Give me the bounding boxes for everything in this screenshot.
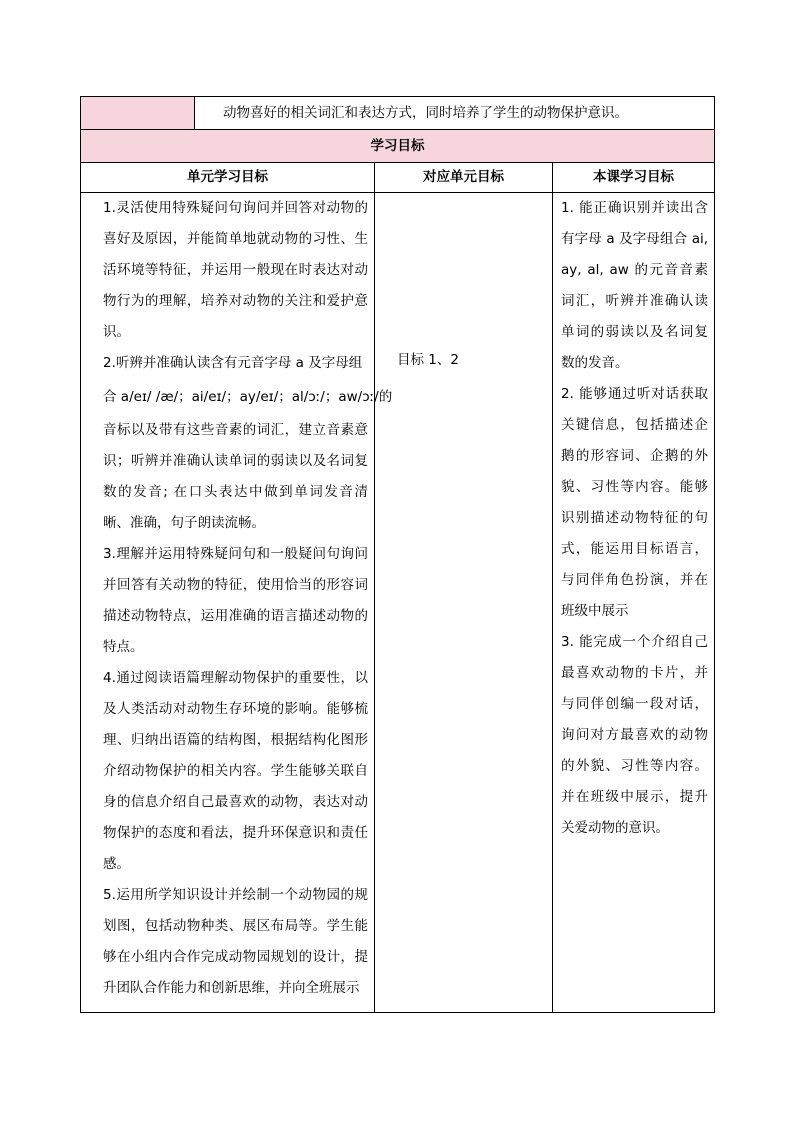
unit-goal-4: 4.通过阅读语篇理解动物保护的重要性，以及人类活动对动物生存环境的影响。能够梳理、归纳出语篇的结构图，根据结构化图形介绍动物保护的相关内容。学生能够关联自身的信息介绍自己最喜欢的动物，表达对动物保护的态度和看法，提升环保意识和责任感。 xyxy=(103,670,368,872)
unit-goal-2-line-1: 2.听辨并准确认读含有元音字母 a 及字母组 xyxy=(103,355,363,371)
intro-text: 动物喜好的相关词汇和表达方式，同时培养了学生的动物保护意识。 xyxy=(195,97,715,130)
lesson-goal-3: 3. 能完成一个介绍自己最喜欢动物的卡片，并与同伴创编一段对话，询问对方最喜欢的动物的外貌、习性等内容。并在班级中展示，提升关爱动物的意识。 xyxy=(561,634,709,836)
unit-goal-2-rest: 音标以及带有这些音素的词汇，建立音素意识；听辨并准确认读单词的弱读以及名词复数的发音; 在口头表达中做到单词发音清晰、准确，句子朗读流畅。 xyxy=(103,422,368,531)
corresponding-goal-text: 目标 1、2 xyxy=(397,352,459,368)
column-header-corresponding: 对应单元目标 xyxy=(375,163,553,193)
unit-goals-cell xyxy=(81,193,393,1013)
unit-goal-1: 1.灵活使用特殊疑问句询问并回答对动物的喜好及原因，并能简单地就动物的习性、生活环境等特征，并运用一般现在时表达对动物行为的理解，培养对动物的关注和爱护意识。 xyxy=(103,200,368,340)
intro-label-cell xyxy=(81,97,195,130)
lesson-goals-cell xyxy=(553,193,715,1013)
unit-goal-5: 5.运用所学知识设计并绘制一个动物园的规划图，包括动物种类、展区布局等。学生能够在小组内合作完成动物园规划的设计，提升团队合作能力和创新思维，并向全班展示 xyxy=(103,887,368,996)
unit-goal-3: 3.理解并运用特殊疑问句和一般疑问句询问并回答有关动物的特征，使用恰当的形容词描述动物特点，运用准确的语言描述动物的特点。 xyxy=(103,546,368,655)
column-header-unit: 单元学习目标 xyxy=(81,163,375,193)
corresponding-goal-cell xyxy=(375,193,553,1013)
section-header-row xyxy=(81,130,715,163)
learning-goals-table xyxy=(80,96,715,1013)
goals-body-row xyxy=(81,193,715,1013)
intro-row xyxy=(81,97,715,130)
column-header-lesson: 本课学习目标 xyxy=(553,163,715,193)
section-title: 学习目标 xyxy=(81,130,715,163)
lesson-goal-1: 1. 能正确识别并读出含有字母 a 及字母组合 ai, ay, al, aw 的元音音素词汇，听辨并准确认读单词的弱读以及名词复数的发音。 xyxy=(561,200,709,371)
unit-goal-2-phonetics: 合 a/eɪ/ /æ/；ai/eɪ/；ay/eɪ/；al/ɔː/；aw/ɔː/的 xyxy=(103,389,393,405)
lesson-goal-2: 2. 能够通过听对话获取关键信息，包括描述企鹅的形容词、企鹅的外貌、习性等内容。能够识别描述动物特征的句式，能运用目标语言，与同伴角色扮演，并在班级中展示 xyxy=(561,386,709,619)
column-header-row xyxy=(81,163,715,193)
